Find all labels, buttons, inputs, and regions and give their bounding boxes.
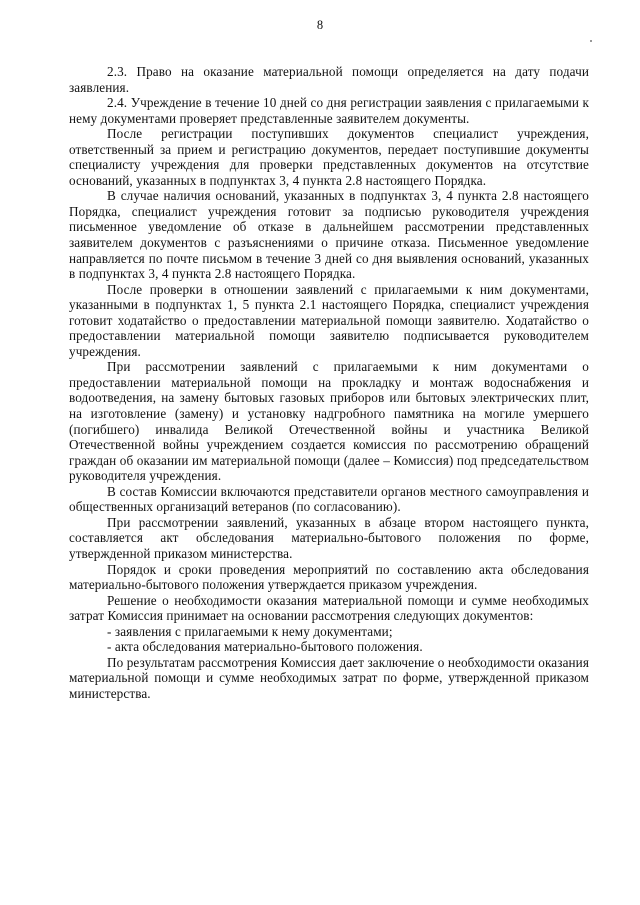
paragraph-commission-creation: При рассмотрении заявлений с прилагаемыми к ним документами о предоставлении материальной помощи на прокладку и монтаж водоснабжения и водоотведения, на замену бытовых газовых приборов или бытовых электрических плит, на изготовление (замену) и установку надгробного памятника на могиле умершего (погибшего) инвалида Великой Отечественной войны и участника Великой Отечественной войны учреждением создается комиссия по рассмотрению обращений граждан об оказании им материальной помощи (далее – Комиссия) под председательством руководителя учреждения.	[69, 359, 589, 484]
document-body	[69, 64, 589, 701]
paragraph-decision-basis: Решение о необходимости оказания материальной помощи и сумме необходимых затрат Комиссия принимает на основании рассмотрения следующих документов:	[69, 592, 589, 624]
paragraph-petition: После проверки в отношении заявлений с прилагаемыми к ним документами, указанными в подпунктах 1, 5 пункта 2.1 настоящего Порядка, специалист учреждения готовит ходатайство о предоставлении материальной помощи заявителю. Ходатайство о предоставлении материальной помощи заявителю подписывается руководителем учреждения.	[69, 281, 589, 359]
paragraph-refusal-notice: В случае наличия оснований, указанных в подпунктах 3, 4 пункта 2.8 настоящего Порядка, специалист учреждения готовит за подписью руководителя учреждения письменное уведомление об отказе в дальнейшем рассмотрении представленных заявителем документов с разъяснениями о причине отказа. Письменное уведомление направляется по почте письмом в течение 3 дней со дня выявления оснований, указанных в подпунктах 3, 4 пункта 2.8 настоящего Порядка.	[69, 188, 589, 282]
paragraph-inspection-act: При рассмотрении заявлений, указанных в абзаце втором настоящего пункта, составляется акт обследования материально-бытового положения по форме, утвержденной приказом министерства.	[69, 514, 589, 561]
list-item-application: - заявления с прилагаемыми к нему документами;	[107, 623, 393, 639]
scan-artifact	[590, 40, 592, 42]
page-number: 8	[316, 18, 324, 32]
paragraph-2-3: 2.3. Право на оказание материальной помощи определяется на дату подачи заявления.	[69, 64, 589, 95]
paragraph-2-4: 2.4. Учреждение в течение 10 дней со дня регистрации заявления с прилагаемыми к нему документами проверяет представленные заявителем документы.	[69, 95, 589, 126]
paragraph-conclusion: По результатам рассмотрения Комиссия дает заключение о необходимости оказания материальной помощи и сумме необходимых затрат по форме, утвержденной приказом министерства.	[69, 654, 589, 701]
paragraph-inspection-procedure: Порядок и сроки проведения мероприятий по составлению акта обследования материально-бытового положения утверждается приказом учреждения.	[69, 561, 589, 593]
list-item-inspection-act: - акта обследования материально-бытового положения.	[107, 639, 423, 655]
paragraph-commission-composition: В состав Комиссии включаются представители органов местного самоуправления и общественных организаций ветеранов (по согласованию).	[69, 483, 589, 515]
paragraph-registration: После регистрации поступивших документов специалист учреждения, ответственный за прием и регистрацию документов, передает поступившие документы специалисту учреждения для проверки представленных документов на отсутствие оснований, указанных в подпунктах 3, 4 пункта 2.8 настоящего Порядка.	[69, 126, 589, 188]
